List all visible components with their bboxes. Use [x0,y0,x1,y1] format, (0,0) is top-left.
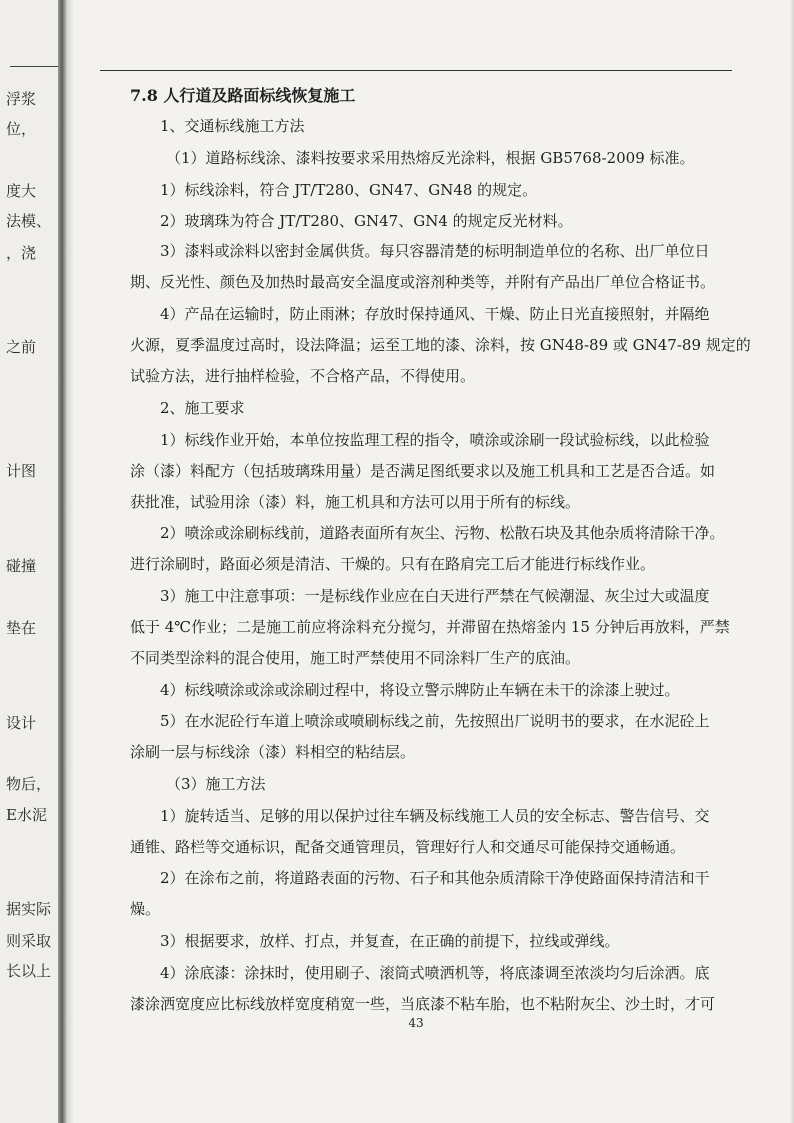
text-line: 2、施工要求 [160,399,245,417]
page-edge [790,0,794,1123]
margin-fragment: 则采取 [6,932,52,950]
margin-fragment: 法模、 [6,212,52,230]
margin-fragment: 碰撞 [6,557,37,575]
book-gutter-highlight [68,0,74,1123]
previous-page-margin [0,0,62,1123]
page-number: 43 [408,1016,424,1030]
text-line: 3）施工中注意事项：一是标线作业应在白天进行严禁在气候潮湿、灰尘过大或温度 [160,587,710,605]
margin-fragment: 位， [6,120,37,138]
text-line: 不同类型涂料的混合使用，施工时严禁使用不同涂料厂生产的底油。 [130,649,581,667]
text-line: 期、反光性、颜色及加热时最高安全温度或溶剂种类等，并附有产品出厂单位合格证书。 [130,273,716,291]
margin-fragment: 度大 [6,182,37,200]
margin-fragment: 据实际 [6,900,52,918]
text-line: 2）喷涂或涂刷标线前，道路表面所有灰尘、污物、松散石块及其他杂质将清除干净。 [160,524,725,542]
text-line: 3）漆料或涂料以密封金属供货。每只容器清楚的标明制造单位的名称、出厂单位日 [160,242,710,260]
document-page [100,0,751,1123]
text-line: 2）玻璃珠为符合 JT/T280、GN47、GN4 的规定反光材料。 [160,212,573,230]
margin-fragment: 浮浆 [6,90,37,108]
text-line: 试验方法，进行抽样检验，不合格产品，不得使用。 [130,367,476,385]
text-line: 通锥、路栏等交通标识，配备交通管理员，管理好行人和交通尽可能保持交通畅通。 [130,838,686,856]
text-line: 4）标线喷涂或涂或涂刷过程中，将设立警示牌防止车辆在未干的涂漆上驶过。 [160,681,680,699]
text-line: 涂刷一层与标线涂（漆）料相空的粘结层。 [130,743,416,761]
text-line: 5）在水泥砼行车道上喷涂或喷刷标线之前，先按照出厂说明书的要求，在水泥砼上 [160,712,710,730]
text-line: 1、交通标线施工方法 [160,117,305,135]
margin-fragment: ，浇 [6,244,37,262]
margin-fragment: 垫在 [6,619,37,637]
text-line: 获批准，试验用涂（漆）料，施工机具和方法可以用于所有的标线。 [130,493,581,511]
text-line: 漆涂洒宽度应比标线放样宽度稍宽一些，当底漆不粘车胎，也不粘附灰尘、沙土时，才可 [130,995,716,1013]
margin-fragment: 之前 [6,338,37,356]
text-line: 涂（漆）料配方（包括玻璃珠用量）是否满足图纸要求以及施工机具和工艺是否合适。如 [130,462,716,480]
section-title: 7.8 人行道及路面标线恢复施工 [130,86,356,105]
margin-fragment: 物后， [6,775,52,793]
margin-fragment: 计图 [6,462,37,480]
text-line: 4）涂底漆：涂抹时，使用刷子、滚筒式喷洒机等，将底漆调至浓淡均匀后涂洒。底 [160,964,710,982]
header-rule [100,70,732,71]
text-line: 3）根据要求，放样、打点，并复查，在正确的前提下，拉线或弹线。 [160,932,620,950]
margin-rule [10,66,58,67]
text-line: （1）道路标线涂、漆料按要求采用热熔反光涂料，根据 GB5768-2009 标准。 [166,149,695,167]
text-line: （3）施工方法 [166,775,266,793]
margin-fragment: 设计 [6,714,37,732]
margin-fragment: 长以上 [6,962,52,980]
book-gutter-shadow [58,0,68,1123]
margin-fragment: E水泥 [6,806,47,824]
text-line: 1）标线作业开始，本单位按监理工程的指令，喷涂或涂刷一段试验标线，以此检验 [160,431,710,449]
text-line: 进行涂刷时，路面必须是清洁、干燥的。只有在路肩完工后才能进行标线作业。 [130,555,656,573]
text-line: 4）产品在运输时，防止雨淋；存放时保持通风、干燥、防止日光直接照射，并隔绝 [160,305,710,323]
text-line: 低于 4℃作业；二是施工前应将涂料充分搅匀，并滞留在热熔釜内 15 分钟后再放料，严禁 [130,618,730,636]
text-line: 燥。 [130,900,161,918]
text-line: 2）在涂布之前，将道路表面的污物、石子和其他杂质清除干净使路面保持清洁和干 [160,869,710,887]
text-line: 1）旋转适当、足够的用以保护过往车辆及标线施工人员的安全标志、警告信号、交 [160,807,710,825]
text-line: 火源，夏季温度过高时，设法降温；运至工地的漆、涂料，按 GN48-89 或 GN47-89 规定的 [130,336,751,354]
text-line: 1）标线涂料，符合 JT/T280、GN47、GN48 的规定。 [160,181,538,199]
